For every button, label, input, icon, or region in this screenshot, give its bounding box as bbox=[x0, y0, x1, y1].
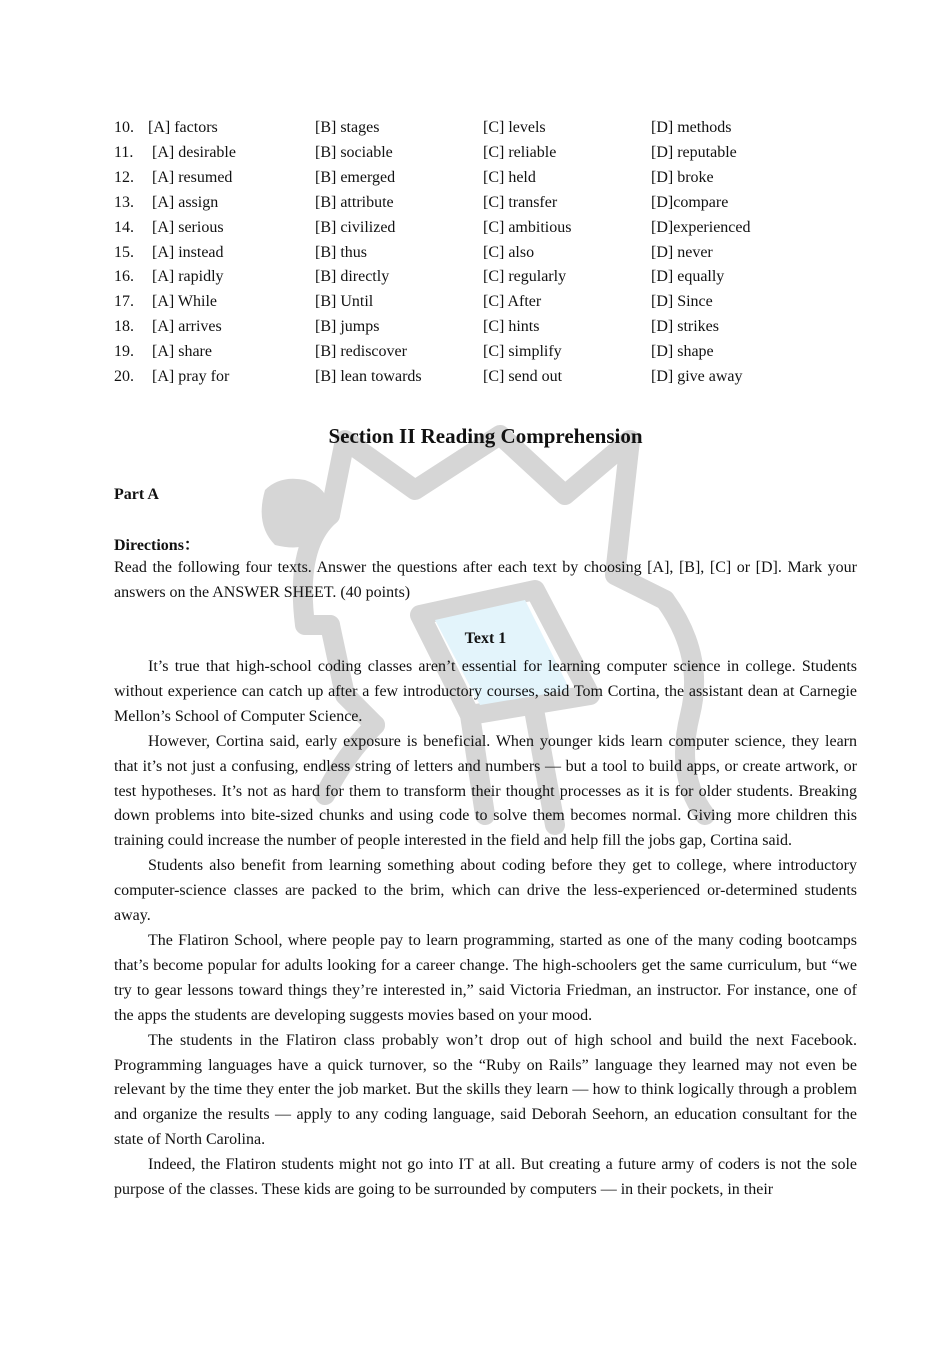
option-c: [C] transfer bbox=[483, 193, 558, 211]
section-title: Section II Reading Comprehension bbox=[328, 424, 643, 448]
option-row bbox=[114, 190, 857, 215]
question-number: 11. bbox=[114, 143, 134, 161]
option-c: [C] simplify bbox=[483, 343, 562, 361]
option-row bbox=[114, 115, 857, 140]
option-b: [B] emerged bbox=[315, 168, 396, 186]
option-d: [D] methods bbox=[651, 119, 732, 136]
option-d: [D] never bbox=[651, 243, 713, 261]
option-a: [A] While bbox=[152, 293, 218, 311]
question-number: 20. bbox=[114, 368, 134, 385]
option-b: [B] rediscover bbox=[315, 343, 407, 361]
option-row bbox=[114, 339, 857, 364]
option-a: [A] assign bbox=[152, 193, 219, 211]
option-c: [C] regularly bbox=[483, 268, 567, 286]
option-a: [A] factors bbox=[148, 119, 218, 136]
option-b: [B] lean towards bbox=[315, 368, 422, 385]
option-row bbox=[114, 264, 857, 289]
question-number: 12. bbox=[114, 168, 134, 186]
option-row bbox=[114, 165, 857, 190]
option-b: [B] Until bbox=[315, 293, 374, 311]
part-label: Part A bbox=[114, 486, 159, 503]
option-b: [B] stages bbox=[315, 119, 380, 136]
passage-body bbox=[114, 655, 857, 1203]
option-b: [B] jumps bbox=[315, 318, 380, 336]
question-number: 14. bbox=[114, 218, 134, 236]
option-c: [C] levels bbox=[483, 119, 546, 136]
option-a: [A] pray for bbox=[152, 368, 230, 385]
paragraph: However, Cortina said, early exposure is beneficial. When younger kids learn computer science, they learn that it’s not just a confusing, endless string of letters and numbers — but a tool to build apps, or create artwork, or test hypotheses. It’s not as hard for them to transform their thought processes as it is for older students. Breaking down problems into bite-sized chunks and using code to solve them becomes normal. Giving more children this training could increase the number of people interested in the field and help fill the jobs gap, Cortina said. bbox=[114, 732, 857, 850]
text-title: Text 1 bbox=[464, 630, 507, 647]
option-a: [A] resumed bbox=[152, 168, 233, 186]
directions-text: Read the following four texts. Answer the questions after each text by choosing [A], [B], [C] or [D]. Mark your answers on the ANSWER SHEET. (40 points) bbox=[114, 559, 857, 601]
option-row bbox=[114, 314, 857, 339]
question-number: 19. bbox=[114, 343, 134, 361]
option-a: [A] arrives bbox=[152, 318, 222, 336]
option-row bbox=[114, 364, 857, 389]
option-b: [B] directly bbox=[315, 268, 390, 286]
question-number: 17. bbox=[114, 293, 134, 311]
option-a: [A] serious bbox=[152, 218, 224, 236]
option-row bbox=[114, 140, 857, 165]
option-c: [C] After bbox=[483, 293, 542, 311]
option-d: [D]compare bbox=[651, 193, 729, 211]
option-row bbox=[114, 240, 857, 265]
option-a: [A] desirable bbox=[152, 143, 236, 161]
option-b: [B] thus bbox=[315, 243, 367, 261]
option-a: [A] instead bbox=[152, 243, 224, 261]
option-b: [B] civilized bbox=[315, 218, 396, 236]
option-d: [D] broke bbox=[651, 168, 714, 186]
question-number: 13. bbox=[114, 193, 134, 211]
option-b: [B] sociable bbox=[315, 143, 393, 161]
option-d: [D] equally bbox=[651, 268, 725, 286]
option-d: [D] reputable bbox=[651, 143, 737, 161]
option-c: [C] ambitious bbox=[483, 218, 572, 236]
paragraph: The Flatiron School, where people pay to learn programming, started as one of the many coding bootcamps that’s become popular for adults looking for a career change. The high-schoolers get the same curriculum, but “we try to gear lessons toward things they’re interested in,” said Victoria Friedman, an instructor. For instance, one of the apps the students are developing suggests movies based on your mood. bbox=[114, 931, 857, 1024]
paragraph: Indeed, the Flatiron students might not go into IT at all. But creating a future army of coders is not the sole purpose of the classes. These kids are going to be surrounded by computers — in their pockets, in their bbox=[114, 1156, 857, 1199]
question-number: 15. bbox=[114, 243, 134, 261]
paragraph: It’s true that high-school coding classes aren’t essential for learning computer science in college. Students without experience can catch up after a few introductory courses, said Tom Cortina, the assistant dean at Carnegie Mellon’s School of Computer Science. bbox=[114, 658, 857, 725]
option-d: [D] shape bbox=[651, 343, 714, 361]
paragraph: The students in the Flatiron class probably won’t drop out of high school and build the next Facebook. Programming languages have a quick turnover, so the “Ruby on Rails” language they learned may not even be relevant by the time they enter the job market. But the skills they learn — how to think logically through a problem and organize the results — apply to any coding language, said Deborah Seehorn, an education consultant for the state of North Carolina. bbox=[114, 1031, 857, 1149]
option-a: [A] share bbox=[152, 343, 212, 361]
option-d: [D]experienced bbox=[651, 218, 751, 236]
option-row bbox=[114, 215, 857, 240]
option-d: [D] strikes bbox=[651, 318, 719, 336]
question-number: 16. bbox=[114, 268, 134, 286]
option-d: [D] Since bbox=[651, 293, 713, 311]
question-number: 10. bbox=[114, 119, 134, 136]
option-c: [C] reliable bbox=[483, 143, 557, 161]
option-c: [C] also bbox=[483, 243, 535, 261]
option-b: [B] attribute bbox=[315, 193, 394, 211]
option-c: [C] held bbox=[483, 168, 536, 186]
option-c: [C] hints bbox=[483, 318, 540, 336]
option-d: [D] give away bbox=[651, 368, 743, 385]
directions-label: Directions： bbox=[114, 537, 200, 554]
option-c: [C] send out bbox=[483, 368, 563, 385]
option-a: [A] rapidly bbox=[152, 268, 224, 286]
question-number: 18. bbox=[114, 318, 134, 336]
option-row bbox=[114, 289, 857, 314]
paragraph: Students also benefit from learning something about coding before they get to college, where introductory computer-science classes are packed to the brim, which can drive the less-experienced or-determined students away. bbox=[114, 857, 857, 925]
